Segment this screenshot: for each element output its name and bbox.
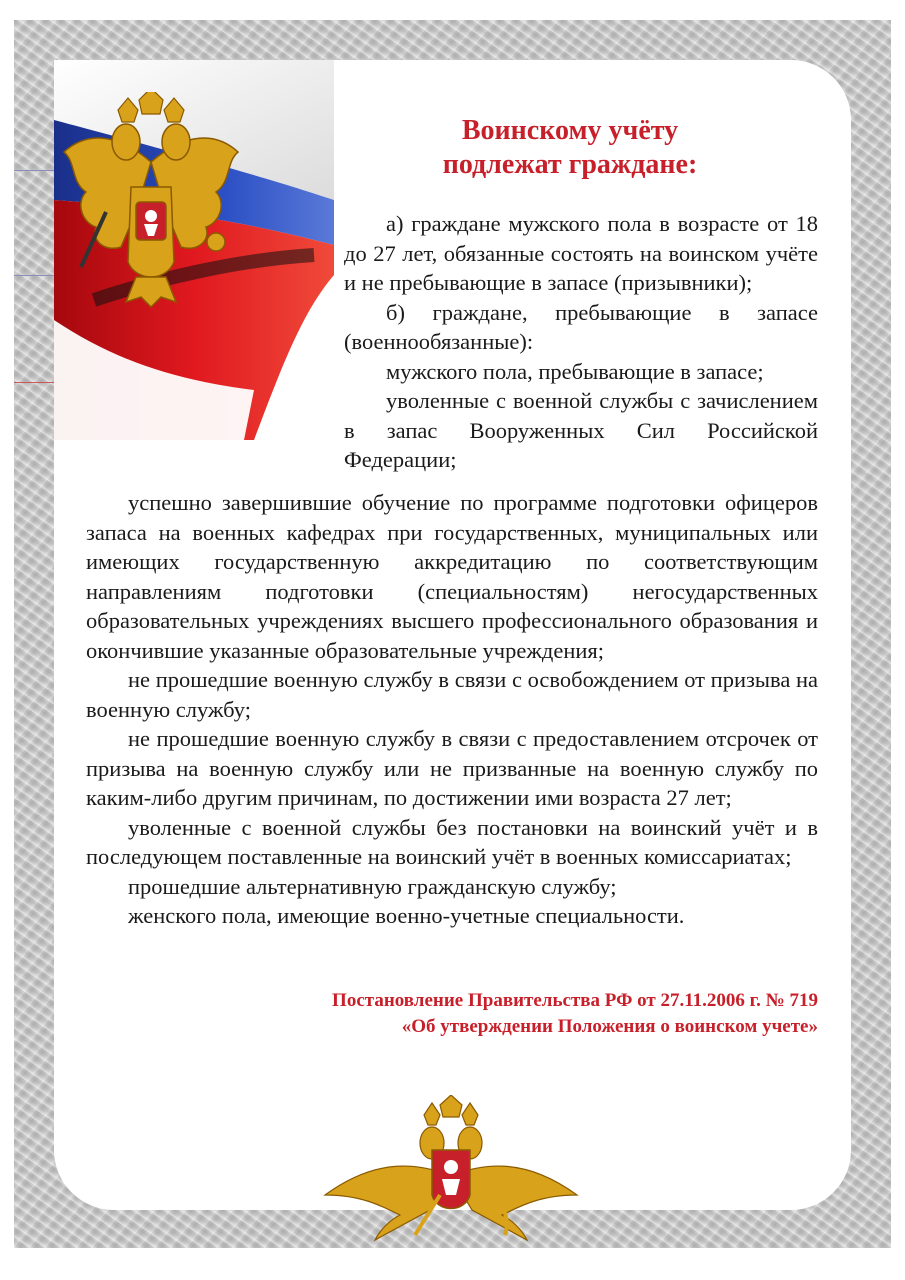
decorative-rule — [14, 170, 56, 171]
coat-of-arms-icon — [56, 92, 246, 312]
lower-text-block — [86, 488, 818, 931]
document-title — [380, 114, 760, 182]
paragraph: уволенные с военной службы с зачислением в запас Вооруженных Сил Российской Федерации; — [344, 388, 818, 472]
upper-text-block — [344, 209, 818, 475]
paragraph: уволенные с военной службы без постановки на воинский учёт и в последующем поставленные на воинский учёт в военных комиссариатах; — [86, 814, 818, 869]
decorative-rule — [14, 382, 56, 383]
armed-forces-emblem-icon — [320, 1095, 582, 1245]
paragraph: не прошедшие военную службу в связи с освобождением от призыва на военную службу; — [86, 667, 818, 722]
title-line-1: Воинскому учёту — [461, 115, 679, 146]
paragraph: а) граждане мужского пола в возрасте от 18 до 27 лет, обязанные состоять на воинском учёте и не пребывающие в запасе (призывники); — [344, 211, 818, 295]
paragraph: б) граждане, пребывающие в запасе (военнообязанные): — [344, 299, 818, 354]
paragraph: женского пола, имеющие военно-учетные специальности. — [128, 903, 685, 928]
title-line-2: подлежат граждане: — [442, 149, 698, 180]
source-line-1: Постановление Правительства РФ от 27.11.2006 г. № 719 — [332, 990, 818, 1011]
paragraph: успешно завершившие обучение по программе подготовки офицеров запаса на военных кафедрах при государственных, муниципальных или имеющих государственную аккредитацию по соответствующим направлениям подготовки (специальностям) негосударственных образовательных учреждениях высшего профессионального образования и окончившие указанные образовательные учреждения; — [86, 490, 818, 663]
paragraph: прошедшие альтернативную гражданскую службу; — [128, 873, 617, 899]
decorative-rule — [14, 275, 56, 276]
paragraph: не прошедшие военную службу в связи с предоставлением отсрочек от призыва на военную службу или не призванные на военную службу по каким-либо другим причинам, по достижении ими возраста 27 лет; — [86, 726, 818, 810]
paragraph: мужского пола, пребывающие в запасе; — [386, 358, 764, 384]
source-citation — [230, 988, 818, 1040]
source-line-2: «Об утверждении Положения о воинском учете» — [401, 1016, 818, 1037]
